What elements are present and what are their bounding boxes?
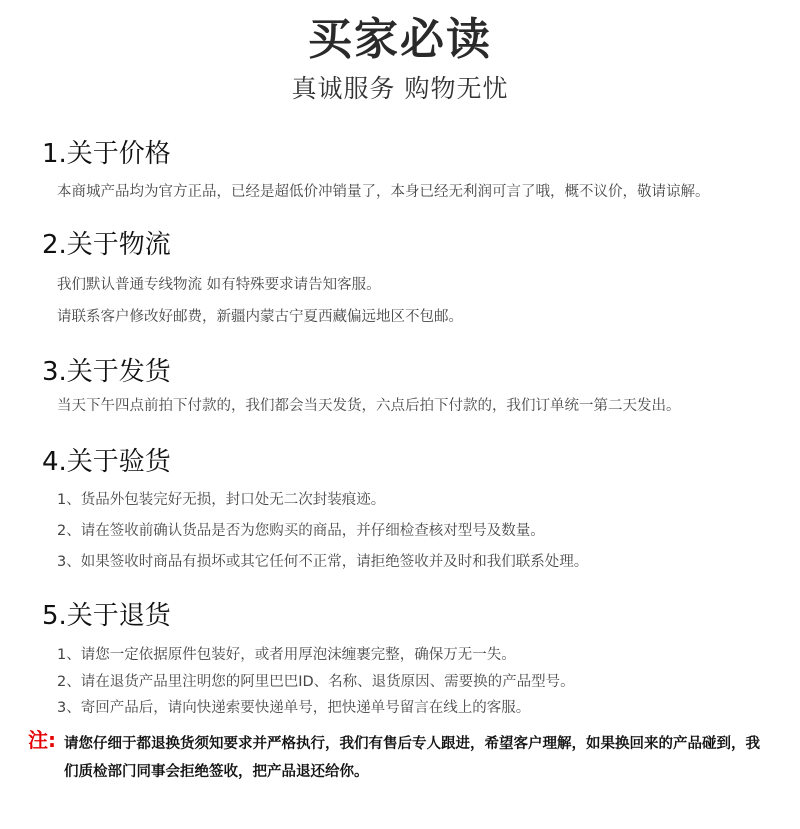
- section-returns-line-2: 2、请在退货产品里注明您的阿里巴巴ID、名称、退货原因、需要换的产品型号。: [57, 674, 575, 690]
- section-returns-heading: 5.关于退货: [42, 601, 171, 631]
- section-inspection-heading: 4.关于验货: [42, 447, 171, 477]
- section-logistics-heading: 2.关于物流: [42, 230, 171, 260]
- section-price-heading: 1.关于价格: [42, 139, 171, 169]
- section-shipping-heading: 3.关于发货: [42, 357, 171, 387]
- section-inspection-line-3: 3、如果签收时商品有损坏或其它任何不正常，请拒绝签收并及时和我们联系处理。: [57, 554, 589, 570]
- page-subtitle: 真诚服务 购物无忧: [291, 74, 509, 103]
- section-inspection-line-2: 2、请在签收前确认货品是否为您购买的商品，并仔细检查核对型号及数量。: [57, 523, 545, 539]
- section-returns-line-1: 1、请您一定依据原件包装好，或者用厚泡沫缠裹完整，确保万无一失。: [57, 647, 516, 663]
- section-logistics-line-1: 我们默认普通专线物流 如有特殊要求请告知客服。: [57, 277, 381, 293]
- section-price-line-1: 本商城产品均为官方正品，已经是超低价冲销量了，本身已经无利润可言了哦，概不议价，敬请谅解。: [57, 184, 710, 200]
- note-text: 请您仔细于都退换货须知要求并严格执行，我们有售后专人跟进，希望客户理解，如果换回来的产品碰到，我们质检部门同事会拒绝签收，把产品退还给你。: [64, 736, 760, 780]
- note-mark: 注:: [28, 728, 56, 752]
- page-title: 买家必读: [308, 14, 492, 65]
- section-shipping-line-1: 当天下午四点前拍下付款的，我们都会当天发货，六点后拍下付款的，我们订单统一第二天发出。: [57, 398, 681, 414]
- section-returns-line-3: 3、寄回产品后，请向快递索要快递单号，把快递单号留言在线上的客服。: [57, 700, 531, 716]
- section-logistics-line-2: 请联系客户修改好邮费，新疆内蒙古宁夏西藏偏远地区不包邮。: [57, 309, 463, 325]
- section-inspection-line-1: 1、货品外包装完好无损，封口处无二次封装痕迹。: [57, 492, 386, 508]
